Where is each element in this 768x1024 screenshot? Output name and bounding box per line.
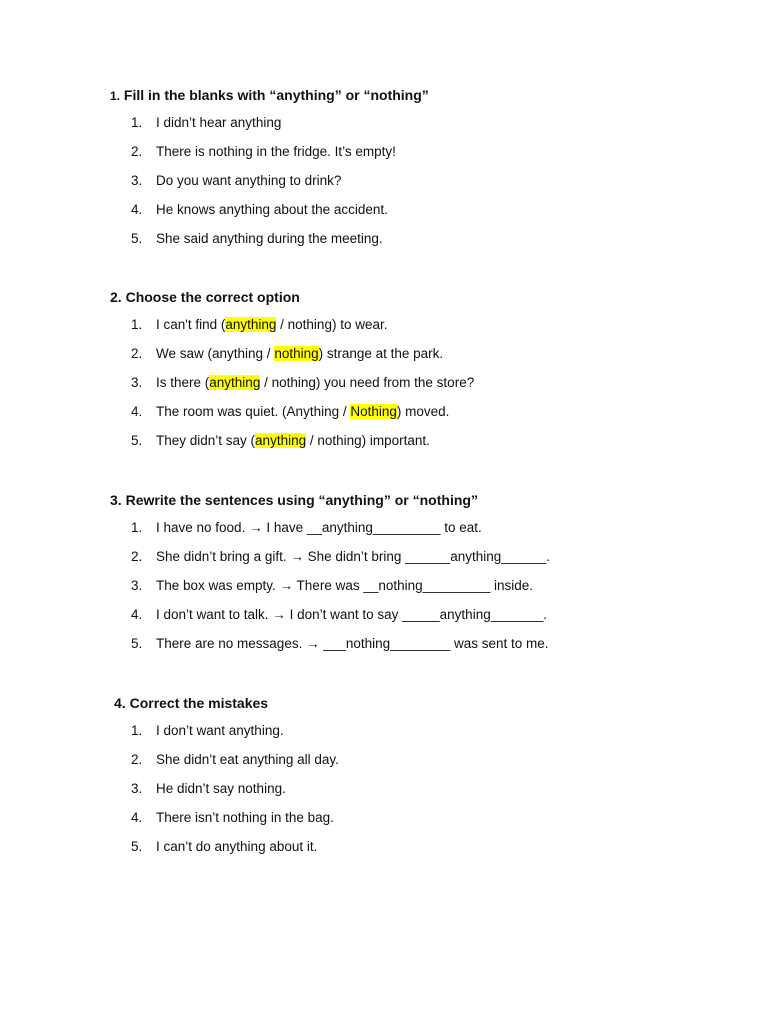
item-number: 4. [131,810,143,825]
item-number: 4. [131,607,143,622]
list-item [0,809,768,838]
list-item [0,780,768,809]
list-item [0,606,768,635]
item-text-before: I can't find ( [156,317,226,332]
section-4-list [0,722,768,867]
item-text [156,345,443,363]
item-text [156,374,474,392]
item-number: 2. [131,549,143,564]
section-3-title: Rewrite the sentences using “anything” or “nothing” [125,492,478,508]
item-number: 5. [131,839,143,854]
list-item [0,201,768,230]
item-number: 4. [131,404,143,419]
item-text: He didn’t say nothing. [156,781,286,796]
list-item [0,374,768,403]
item-text: She said anything during the meeting. [156,231,383,246]
section-2-title: Choose the correct option [125,289,300,305]
item-number: 3. [131,375,143,390]
item-text: I have no food. → I have __anything_________ to eat. [156,520,482,535]
list-item [0,143,768,172]
highlighted-answer: anything [225,317,277,332]
list-item [0,548,768,577]
item-text [156,403,449,421]
item-text: The box was empty. → There was __nothing_________ inside. [156,578,533,593]
item-text-after: ) moved. [396,404,450,419]
item-number: 2. [131,346,143,361]
item-text [156,432,430,450]
item-number: 1. [131,317,143,332]
section-1-number: 1. [110,89,121,103]
item-text-after: ) strange at the park. [318,346,444,361]
item-number: 3. [131,578,143,593]
list-item [0,838,768,867]
item-text: There are no messages. → ___nothing________ was sent to me. [156,636,549,651]
item-number: 2. [131,144,143,159]
item-number: 1. [131,723,143,738]
item-text-before: We saw (anything / [156,346,275,361]
item-number: 1. [131,115,143,130]
item-number: 3. [131,173,143,188]
section-1-list [0,114,768,259]
item-text-after: / nothing) you need from the store? [260,375,475,390]
item-text [156,316,387,334]
item-text-before: They didn’t say ( [156,433,256,448]
item-text: There isn’t nothing in the bag. [156,810,334,825]
item-number: 2. [131,752,143,767]
section-4-title: Correct the mistakes [129,695,269,711]
list-item [0,577,768,606]
highlighted-answer: nothing [274,346,319,361]
section-3-heading [110,491,478,509]
item-text: I don’t want anything. [156,723,284,738]
item-text-after: / nothing) to wear. [276,317,388,332]
section-1-title: Fill in the blanks with “anything” or “nothing” [123,87,429,103]
item-text: I didn’t hear anything [156,115,282,130]
item-text: She didn’t bring a gift. → She didn’t bring ______anything______. [156,549,551,564]
section-1-heading [110,86,429,105]
list-item [0,432,768,461]
item-text: I don’t want to talk. → I don’t want to say _____anything_______. [156,607,548,622]
item-text: There is nothing in the fridge. It’s empty! [156,144,396,159]
item-text: I can’t do anything about it. [156,839,318,854]
list-item [0,751,768,780]
item-text: Do you want anything to drink? [156,173,342,188]
list-item [0,722,768,751]
section-3-number: 3. [110,492,122,508]
item-text-before: The room was quiet. (Anything / [156,404,351,419]
section-2-number: 2. [110,289,122,305]
section-4-number: 4. [114,695,126,711]
item-number: 4. [131,202,143,217]
item-number: 1. [131,520,143,535]
list-item [0,635,768,664]
list-item [0,519,768,548]
item-number: 5. [131,636,143,651]
item-number: 5. [131,433,143,448]
item-number: 3. [131,781,143,796]
section-3-list [0,519,768,664]
list-item [0,230,768,259]
list-item [0,345,768,374]
list-item [0,172,768,201]
list-item [0,114,768,143]
list-item [0,403,768,432]
section-2-list [0,316,768,461]
item-number: 5. [131,231,143,246]
item-text-after: / nothing) important. [306,433,430,448]
highlighted-answer: anything [255,433,307,448]
item-text: She didn’t eat anything all day. [156,752,339,767]
highlighted-answer: Nothing [350,404,397,419]
section-2-heading [110,288,300,306]
highlighted-answer: anything [209,375,261,390]
list-item [0,316,768,345]
item-text: He knows anything about the accident. [156,202,388,217]
section-4-heading [114,694,268,712]
item-text-before: Is there ( [156,375,210,390]
